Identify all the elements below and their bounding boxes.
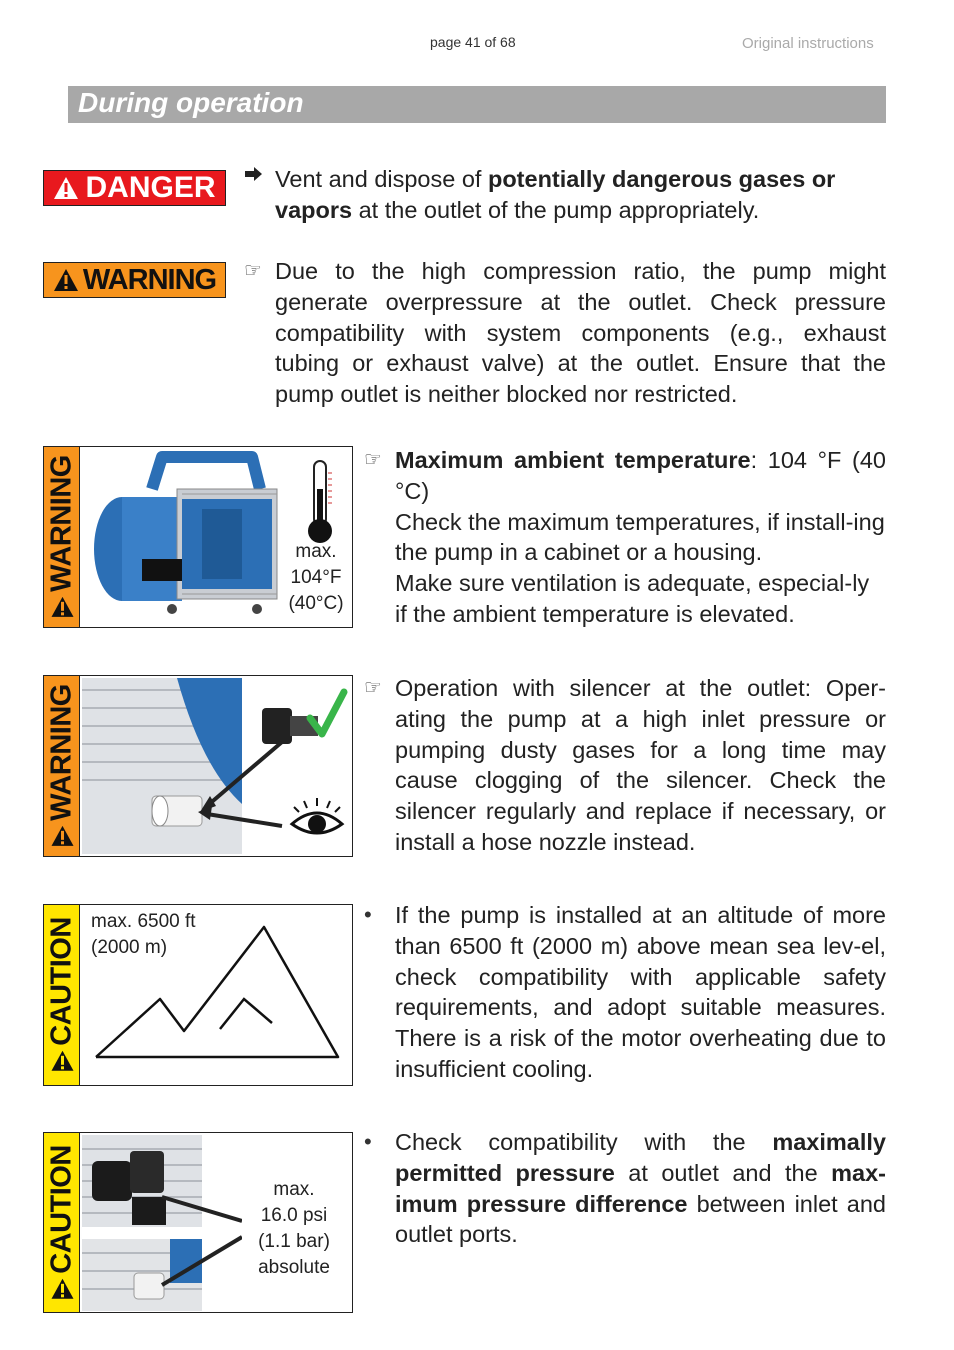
hazard-triangle-icon <box>50 1050 74 1072</box>
warning-strip <box>44 676 80 856</box>
pump-illustration <box>82 449 282 625</box>
warning-vertical-text: WARNING <box>45 455 77 592</box>
danger-label <box>43 170 226 206</box>
altitude-text: If the pump is installed at an altitude of more than 6500 ft (2000 m) above mean sea lev-el, check compatibility with applicable safety requirements, and adopt suitable measures. There is a risk of the motor overheating due to insufficient cooling. <box>395 902 886 1082</box>
pointing-hand-icon: ☞ <box>244 260 262 282</box>
warning-vertical-text: WARNING <box>45 684 77 821</box>
silencer-text: Operation with silencer at the outlet: Oper-ating the pump at a high inlet pressure or pumping dusty gases for a long time may cause clogging of the silencer. Check the silencer regularly and replace if necessary, or install a hose nozzle instead. <box>395 675 886 855</box>
thermometer-icon <box>306 459 336 545</box>
warning-label-text: WARNING <box>82 264 217 296</box>
pressure-caution-figure <box>43 1132 353 1313</box>
temperature-limit-label: max. 104°F (40°C) <box>288 541 344 614</box>
hazard-triangle-icon <box>53 176 79 200</box>
pressure-limit-label: max. 16.0 psi (1.1 bar) absolute <box>258 1179 330 1278</box>
pressure-text: Check compatibility with the maximally permitted pressure at outlet and the max-imum pressure difference between inlet and outlet ports. <box>395 1129 886 1248</box>
caution-strip <box>44 905 80 1085</box>
mountain-icon <box>92 919 348 1083</box>
warning-text: Due to the high compression ratio, the pump might generate overpressure at the outlet. Check pressure compatibility with system components (e.g., exhaust tubing or exhaust valve) at the outlet. Ensure that the pump outlet is neither blocked nor restricted. <box>275 258 886 408</box>
temperature-text: Maximum ambient temperature: 104 °F (40 °C) Check the maximum temperatures, if install-ing the pump in a cabinet or a housing. Make sure ventilation is adequate, especial-ly if the ambient temperature is elevated. <box>395 447 886 627</box>
eye-icon <box>288 796 346 842</box>
warning-strip <box>44 447 80 627</box>
altitude-caution-figure <box>43 904 353 1086</box>
document-status: Original instructions <box>742 35 874 52</box>
danger-text: Vent and dispose of potentially dangerous gases or vapors at the outlet of the pump appropriately. <box>275 166 836 223</box>
bullet: • <box>364 1129 372 1154</box>
hazard-triangle-icon <box>50 825 74 847</box>
bullet: • <box>364 902 372 927</box>
pointing-hand-icon: ☞ <box>364 677 382 699</box>
caution-vertical-text: CAUTION <box>45 1144 77 1274</box>
caution-vertical-text: CAUTION <box>45 917 77 1046</box>
altitude-limit-label: max. 6500 ft (2000 m) <box>91 911 196 958</box>
pointing-hand-icon: ☞ <box>364 449 382 471</box>
silencer-warning-figure <box>43 675 353 857</box>
temperature-warning-figure <box>43 446 353 628</box>
caution-strip <box>44 1133 80 1312</box>
section-title: During operation <box>78 87 304 118</box>
hazard-triangle-icon <box>50 1277 74 1299</box>
hazard-triangle-icon <box>50 596 74 618</box>
warning-label <box>43 262 226 298</box>
danger-label-text: DANGER <box>85 171 216 204</box>
pump-ports-illustration <box>82 1135 242 1311</box>
hazard-triangle-icon <box>53 268 79 292</box>
page-number: page 41 of 68 <box>430 34 516 50</box>
right-arrow-icon <box>245 166 263 187</box>
